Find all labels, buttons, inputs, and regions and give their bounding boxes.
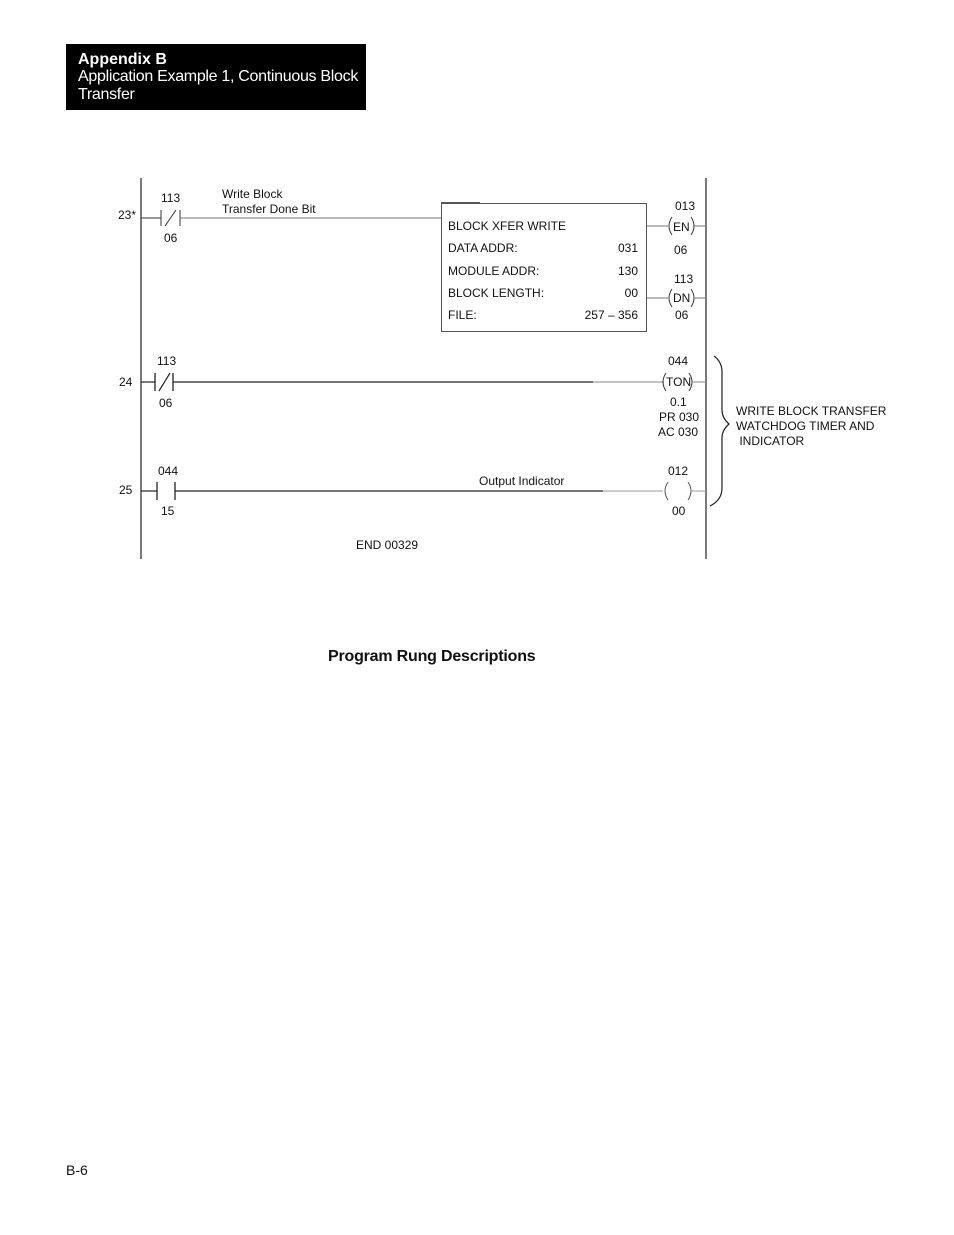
block-title: BLOCK XFER WRITE	[448, 219, 567, 233]
timer-preset: PR 030	[659, 410, 700, 424]
timer-tag: TON	[666, 375, 692, 389]
contact-bit: 06	[164, 231, 178, 245]
rung-comment: Output Indicator	[479, 474, 565, 488]
block-row	[448, 264, 638, 278]
contact-address: 044	[158, 464, 179, 478]
page-number: B-6	[66, 1162, 88, 1178]
output-tag: DN	[673, 291, 691, 305]
grouping-brace	[710, 356, 729, 506]
rung-number: 23*	[118, 208, 137, 222]
rung-25-graphic	[141, 482, 706, 500]
block-row-value: 00	[624, 286, 638, 300]
rung-comment-line2: Transfer Done Bit	[222, 202, 316, 216]
rung-24-graphic	[141, 373, 706, 391]
block-row	[448, 286, 638, 300]
block-transfer-instruction	[441, 203, 647, 332]
output-address: 044	[668, 354, 689, 368]
bracket-note-line2: WATCHDOG TIMER AND	[736, 419, 875, 433]
bracket-note-line3: INDICATOR	[736, 434, 805, 448]
contact-address: 113	[161, 191, 181, 205]
contact-address: 113	[157, 354, 177, 368]
rung-number: 24	[119, 375, 133, 389]
output-address: 012	[668, 464, 689, 478]
block-row-value: 031	[617, 241, 638, 255]
block-row-label: MODULE ADDR:	[448, 264, 540, 278]
rung-comment-line1: Write Block	[222, 187, 283, 201]
contact-bit: 06	[159, 396, 173, 410]
output-tag: EN	[673, 220, 690, 234]
header-title-line2: Transfer	[78, 86, 135, 103]
output-address: 113	[674, 272, 694, 286]
block-row-label: BLOCK LENGTH:	[448, 286, 545, 300]
appendix-label: Appendix B	[78, 51, 167, 68]
rung-number: 25	[119, 483, 133, 497]
bracket-note-line1: WRITE BLOCK TRANSFER	[736, 404, 887, 418]
output-bit: 06	[674, 243, 688, 257]
contact-bit: 15	[161, 504, 175, 518]
output-bit: 06	[675, 308, 689, 322]
block-row	[448, 308, 638, 322]
block-row	[448, 241, 638, 255]
timer-accumulated: AC 030	[658, 425, 699, 439]
end-label: END 00329	[356, 538, 419, 552]
block-row-label: DATA ADDR:	[448, 241, 518, 255]
section-title: Program Rung Descriptions	[328, 648, 536, 665]
timer-base: 0.1	[670, 395, 687, 409]
output-address: 013	[675, 199, 696, 213]
block-row-label: FILE:	[448, 308, 477, 322]
output-bit: 00	[672, 504, 686, 518]
block-row-value: 130	[617, 264, 638, 278]
bracket-note	[736, 404, 886, 449]
header-title-line1: Application Example 1, Continuous Block	[78, 68, 359, 85]
block-row-value: 257 – 356	[584, 308, 638, 322]
